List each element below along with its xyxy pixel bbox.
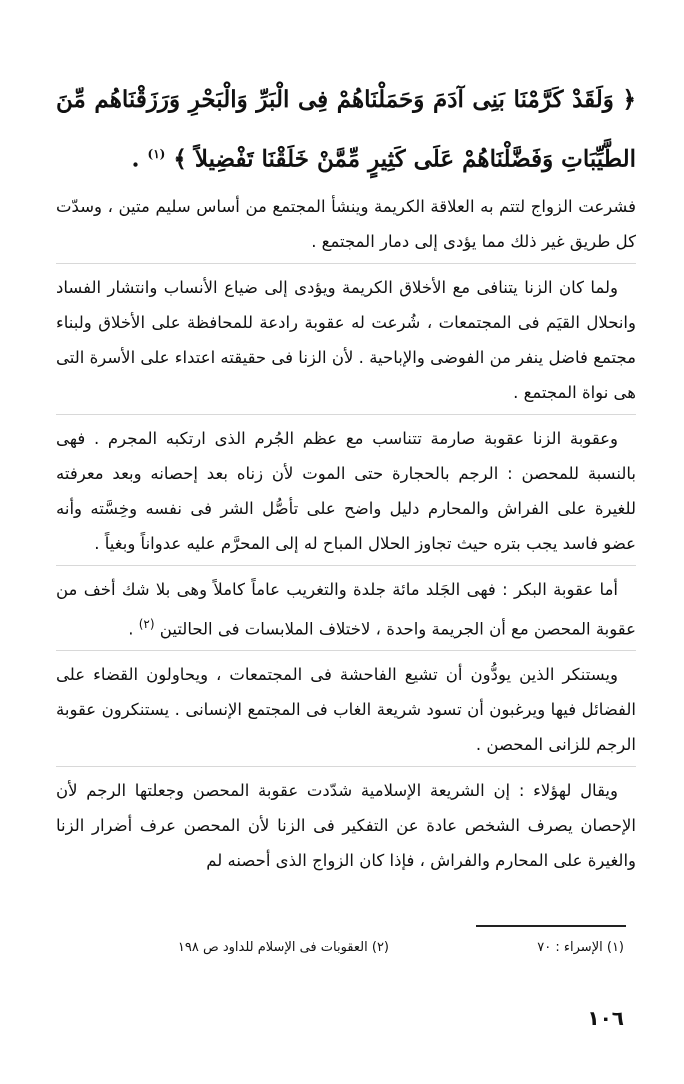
verse-end-mark: .	[131, 145, 140, 173]
paragraph-4	[56, 565, 636, 651]
verse-open-bracket: ﴿	[622, 86, 636, 113]
paragraph-5-text: ويستنكر الذين يودُّون أن تشيع الفاحشة فى المجتمعات ، ويحاولون القضاء على الفضائل فيها ويرغبون أن تسود شريعة الغاب فى المجتمع الإنسانى . يستنكرون عقوبة الرجم للزانى المحصن .	[56, 665, 636, 755]
footnote-2: (٢) العقوبات فى الإسلام للداود ص ١٩٨	[177, 940, 389, 955]
footnote-divider	[476, 925, 626, 927]
paragraph-1-text: فشرعت الزواج لتتم به العلاقة الكريمة وينشأ المجتمع من أساس سليم متين ، وسدّت كل طريق غير ذلك مما يؤدى إلى دمار المجتمع .	[56, 196, 636, 251]
paragraph-2	[56, 263, 636, 414]
verse-close-bracket: ﴾	[173, 145, 187, 173]
paragraph-6	[56, 766, 636, 882]
verse-text: وَلَقَدْ كَرَّمْنَا بَنِى آدَمَ وَحَمَلْنَاهُمْ فِى الْبَرِّ وَالْبَحْرِ وَرَزَقْنَاهُم مِّنَ الطَّيِّبَاتِ وَفَضَّلْنَاهُمْ عَلَى كَثِيرٍ مِّمَّنْ خَلَقْنَا تَفْضِيلاً	[56, 86, 636, 173]
paragraph-1	[56, 187, 636, 263]
footnote-1: (١) الإسراء : ٧٠	[537, 940, 624, 955]
paragraph-6-text: ويقال لهؤلاء : إن الشريعة الإسلامية شدّدت عقوبة المحصن وجعلتها الرجم لأن الإحصان يصرف الشخص عادة عن التفكير فى الزنا لأن المحصن عرف أضرار الزنا والغيرة على المحارم والفراش ، فإذا كان الزواج الذى أحصنه لم	[56, 781, 636, 871]
verse-footnote-ref: (١)	[147, 147, 166, 161]
page-body	[56, 72, 636, 882]
paragraph-5	[56, 650, 636, 766]
paragraph-4-text: أما عقوبة البكر : فهى الجَلد مائة جلدة والتغريب عاماً كاملاً وهى بلا شك أخف من عقوبة المحصن مع أن الجريمة واحدة ، لاختلاف الملابسات فى الحالتين	[56, 579, 636, 639]
footnotes	[120, 940, 624, 970]
paragraph-4-end-mark: .	[128, 619, 134, 639]
paragraph-2-text: ولما كان الزنا يتنافى مع الأخلاق الكريمة ويؤدى إلى ضياع الأنساب وانتشار الفساد وانحلال القيَم فى المجتمعات ، شُرعت له عقوبة رادعة للمحافظة على الأخلاق ولبناء مجتمع فاضل ينفر من الفوضى والإباحية . لأن الزنا فى حقيقته اعتداء على الأسرة التى هى نواة المجتمع .	[56, 277, 636, 402]
paragraph-4-footnote-ref: (٢)	[138, 616, 155, 631]
quran-verse	[56, 72, 636, 187]
paragraph-3	[56, 414, 636, 565]
page-number: ١٠٦	[587, 1006, 624, 1030]
paragraph-3-text: وعقوبة الزنا عقوبة صارمة تتناسب مع عظم الجُرم الذى ارتكبه المجرم . فهى بالنسبة للمحصن : الرجم بالحجارة حتى الموت لأن زناه بعد إحصانه وبعد معرفته للغيرة على الفراش والمحارم دليل واضح على تأصُّل الشر فى نفسه وخِسَّته وأنه عضو فاسد يجب بتره حيث تجاوز الحلال المباح له إلى المحرَّم عليه عدواناً وبغياً .	[56, 428, 636, 553]
